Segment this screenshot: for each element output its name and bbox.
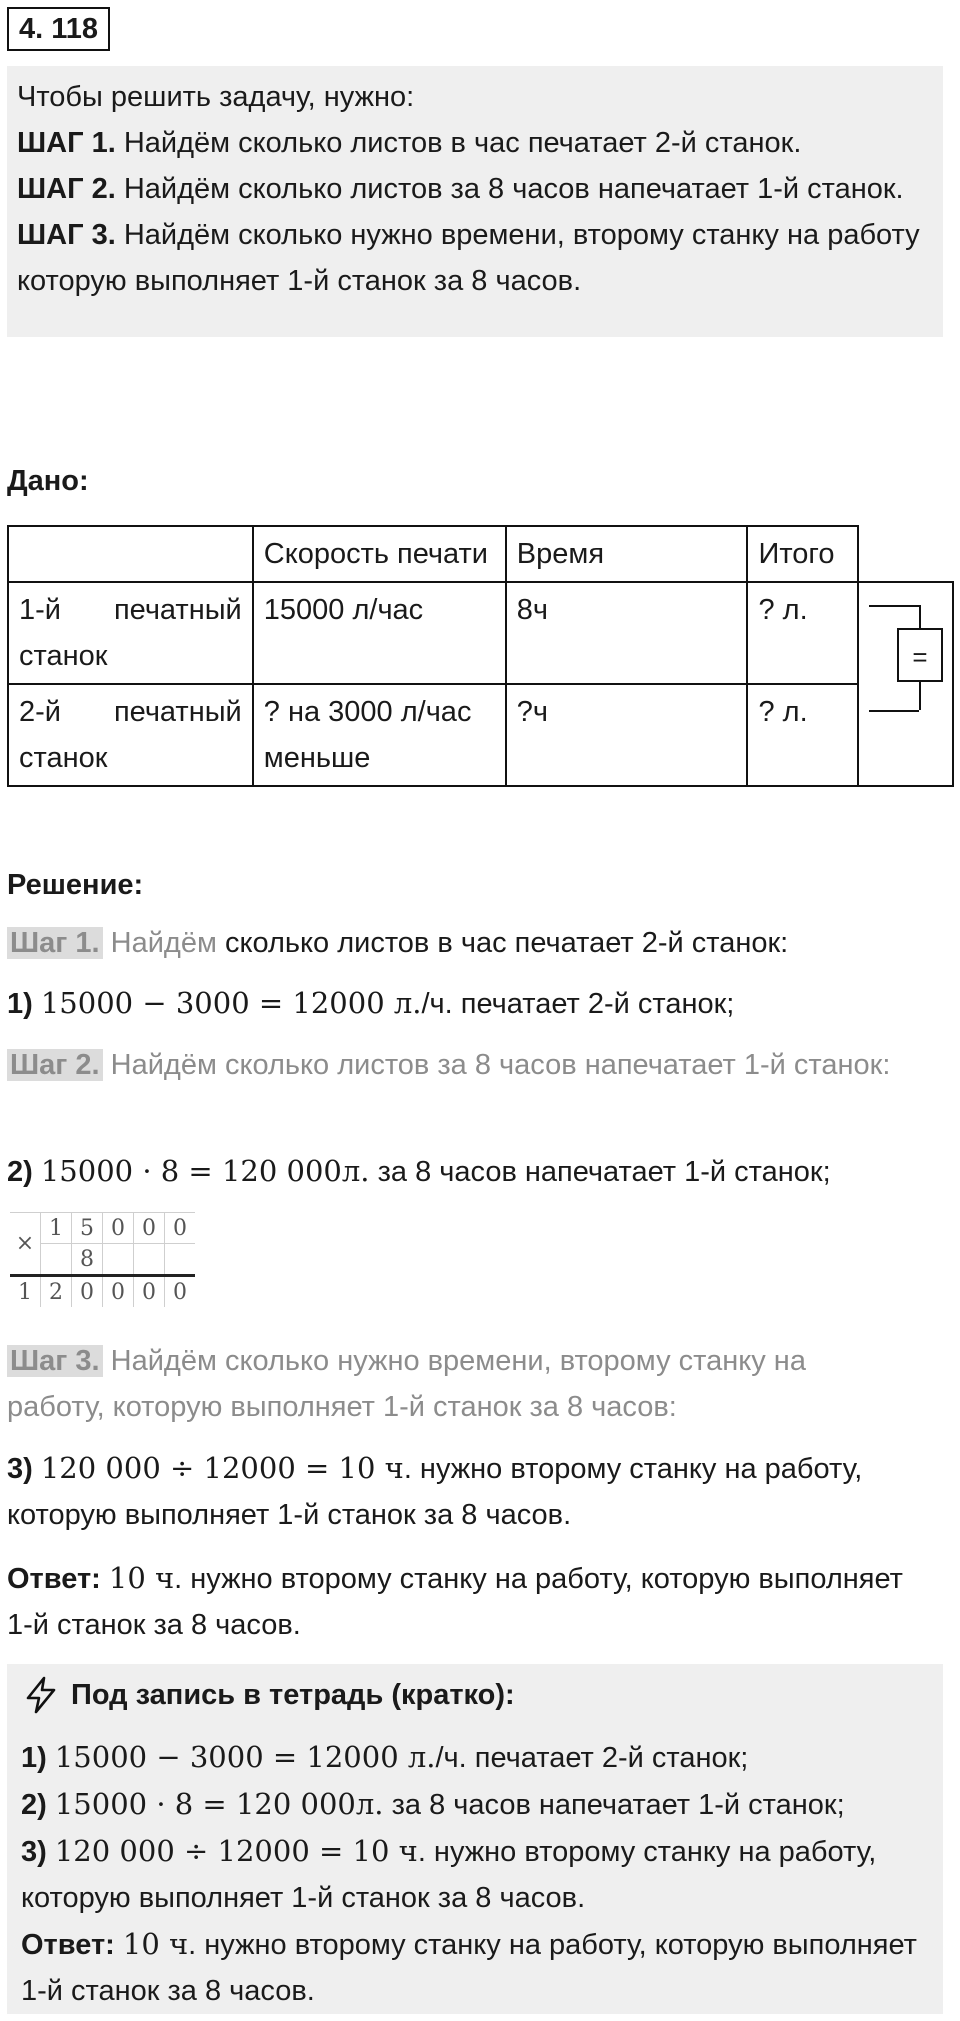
plan-step: [17, 166, 933, 212]
equation-number: 2): [7, 1156, 33, 1188]
answer-math: 10 ч: [122, 1927, 189, 1961]
answer-math: 10 ч: [108, 1561, 175, 1595]
step3-line: [7, 1338, 907, 1430]
table-header-cell: Итого: [747, 526, 858, 582]
summary-line: [21, 1781, 929, 1828]
equation-number: 1): [21, 1742, 47, 1774]
answer-text: . нужно второму станку на работу, которую выполняет 1-й станок за 8 часов.: [7, 1563, 903, 1641]
mult-digit: 0: [165, 1213, 196, 1244]
equation-math: 120 000 ÷ 12000 = 10 ч: [40, 1451, 404, 1485]
mult-row: [10, 1213, 195, 1244]
comparison-brace: [859, 583, 952, 785]
mult-digit: 0: [103, 1213, 134, 1244]
equation-text: за 8 часов напечатает 1-й станок;: [369, 1156, 831, 1188]
step1-label: Шаг 1.: [7, 927, 103, 959]
equation-math: 15000 · 8 = 120 000л.: [40, 1154, 370, 1188]
step2-label: Шаг 2.: [7, 1049, 103, 1081]
plan-step: [17, 212, 933, 304]
step3-text: Найдём сколько нужно времени, второму станку на работу, которую выполняет 1-й станок за 8 часов:: [7, 1345, 806, 1423]
summary-answer: [21, 1921, 929, 2014]
table-cell: 15000 л/час: [253, 582, 506, 684]
mult-digit: [134, 1244, 165, 1276]
mult-digit: 0: [103, 1276, 134, 1308]
mult-digit: 1: [41, 1213, 72, 1244]
mult-digit: 8: [72, 1244, 103, 1276]
equation-text: . нужно второму станку на работу, которую выполняет 1-й станок за 8 часов.: [21, 1836, 877, 1914]
plan-box: [7, 66, 943, 337]
summary-box: [7, 1664, 943, 2014]
equation-2: [7, 1148, 831, 1195]
equation-math: 15000 − 3000 = 12000 л.: [54, 1740, 436, 1774]
answer: [7, 1555, 907, 1648]
equation-math: 120 000 ÷ 12000 = 10 ч: [54, 1834, 418, 1868]
mult-digit: 0: [72, 1276, 103, 1308]
table-empty-cell: [858, 526, 953, 582]
summary-line: [21, 1828, 929, 1921]
step3-label: Шаг 3.: [7, 1345, 103, 1377]
table-cell: 1-й печатный станок: [8, 582, 253, 684]
equation-math: 15000 − 3000 = 12000 л.: [40, 986, 422, 1020]
plan-step: [17, 120, 933, 166]
table-cell: ? л.: [747, 582, 858, 684]
mult-digit: 1: [10, 1276, 41, 1308]
equation-text: /ч. печатает 2-й станок;: [421, 988, 735, 1020]
table-cell: 2-й печатный станок: [8, 684, 253, 786]
table-cell: ? л.: [747, 684, 858, 786]
mult-digit: 2: [41, 1276, 72, 1308]
table-cell: 8ч: [506, 582, 748, 684]
step1-line: [7, 920, 788, 966]
lightning-icon: [21, 1675, 61, 1715]
table-header-cell: [8, 526, 253, 582]
equals-sign: =: [897, 628, 943, 682]
mult-digit: [103, 1244, 134, 1276]
table-header-cell: Время: [506, 526, 748, 582]
plan-step-label: ШАГ 3.: [17, 219, 116, 251]
answer-text: . нужно второму станку на работу, которую выполняет 1-й станок за 8 часов.: [21, 1929, 917, 2007]
mult-digit: 0: [134, 1276, 165, 1308]
equation-number: 2): [21, 1789, 47, 1821]
mult-digit: 5: [72, 1213, 103, 1244]
plan-step-label: ШАГ 1.: [17, 127, 116, 159]
table-cell: ? на 3000 л/час меньше: [253, 684, 506, 786]
summary-header: [21, 1672, 929, 1718]
plan-step-text: Найдём сколько листов за 8 часов напечатает 1-й станок.: [115, 173, 904, 205]
mult-digit: [41, 1244, 72, 1276]
given-table: [7, 525, 954, 787]
equation-number: 3): [7, 1453, 33, 1485]
solution-title: Решение:: [7, 869, 144, 901]
equation-text: за 8 часов напечатает 1-й станок;: [383, 1789, 845, 1821]
step1-gray-text: Найдём: [102, 927, 217, 959]
given-title: Дано:: [7, 465, 89, 497]
summary-line: [21, 1734, 929, 1781]
multiply-sign: ×: [10, 1213, 41, 1276]
step2-text: Найдём сколько листов за 8 часов напечатает 1-й станок:: [102, 1049, 891, 1081]
answer-label: Ответ:: [7, 1563, 101, 1595]
equation-1: [7, 980, 734, 1027]
plan-intro: Чтобы решить задачу, нужно:: [17, 81, 415, 113]
summary-title: Под запись в тетрадь (кратко):: [71, 1679, 515, 1711]
equation-3: [7, 1445, 947, 1538]
comparison-brace-cell: [858, 582, 953, 786]
equation-number: 3): [21, 1836, 47, 1868]
equation-number: 1): [7, 988, 33, 1020]
equation-math: 15000 · 8 = 120 000л.: [54, 1787, 384, 1821]
answer-label: Ответ:: [21, 1929, 115, 1961]
table-header-row: [8, 526, 953, 582]
step2-line: [7, 1042, 937, 1088]
table-cell: ?ч: [506, 684, 748, 786]
step1-text: сколько листов в час печатает 2-й станок:: [216, 927, 789, 959]
equation-text: /ч. печатает 2-й станок;: [435, 1742, 749, 1774]
table-row: [8, 582, 953, 684]
plan-step-label: ШАГ 2.: [17, 173, 116, 205]
mult-digit: 0: [134, 1213, 165, 1244]
plan-step-text: Найдём сколько листов в час печатает 2-й станок.: [115, 127, 802, 159]
mult-result-row: [10, 1276, 195, 1308]
column-multiplication: [10, 1212, 195, 1307]
table-row: [8, 684, 953, 786]
table-header-cell: Скорость печати: [253, 526, 506, 582]
mult-digit: 0: [165, 1276, 196, 1308]
equation-text: . нужно второму станку на работу, которую выполняет 1-й станок за 8 часов.: [7, 1453, 863, 1531]
plan-step-text: Найдём сколько нужно времени, второму станку на работу которую выполняет 1-й станок за 8 часов.: [17, 219, 920, 297]
mult-digit: [165, 1244, 196, 1276]
problem-number: 4. 118: [7, 7, 110, 51]
